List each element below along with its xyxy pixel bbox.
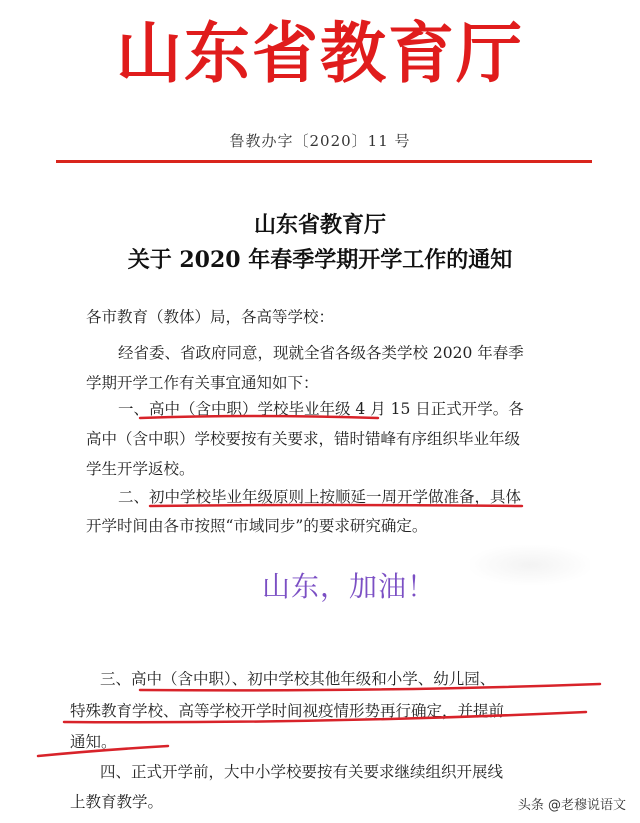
body-line: 二、初中学校毕业年级原则上按顺延一周开学做准备，具体 (118, 488, 522, 506)
source-watermark: 头条 @老穆说语文 (517, 798, 626, 813)
body-line: 特殊教育学校、高等学校开学时间视疫情形势再行确定，并提前 (70, 702, 505, 720)
red-divider-line (56, 160, 592, 163)
body-line: 通知。 (70, 733, 117, 751)
issuer-header: 山东省教育厅 (116, 15, 524, 92)
notice-title-subject: 关于 2020 年春季学期开学工作的通知 (127, 247, 513, 273)
handwritten-note: 山东，加油！ (262, 570, 437, 603)
salutation: 各市教育（教体）局，各高等学校： (86, 308, 335, 326)
notice-title-issuer: 山东省教育厅 (253, 212, 386, 238)
body-line: 三、高中（含中职）、初中学校其他年级和小学、幼儿园、 (100, 670, 496, 688)
body-line: 经省委、省政府同意，现就全省各级各类学校 2020 年春季 (118, 344, 524, 362)
body-line: 四、正式开学前，大中小学校要按有关要求继续组织开展线 (100, 763, 504, 781)
body-line: 学生开学返校。 (86, 460, 195, 478)
body-line: 开学时间由各市按照“市域同步”的要求研究确定。 (86, 517, 428, 535)
body-line: 一、高中（含中职）学校毕业年级 4 月 15 日正式开学。各 (118, 400, 524, 418)
body-line: 上教育教学。 (70, 793, 164, 811)
blurred-area (470, 545, 590, 585)
body-line: 学期开学工作有关事宜通知如下： (86, 374, 319, 392)
document-number: 鲁教办字〔2020〕11 号 (229, 132, 411, 150)
body-line: 高中（含中职）学校要按有关要求，错时错峰有序组织毕业年级 (86, 430, 521, 448)
